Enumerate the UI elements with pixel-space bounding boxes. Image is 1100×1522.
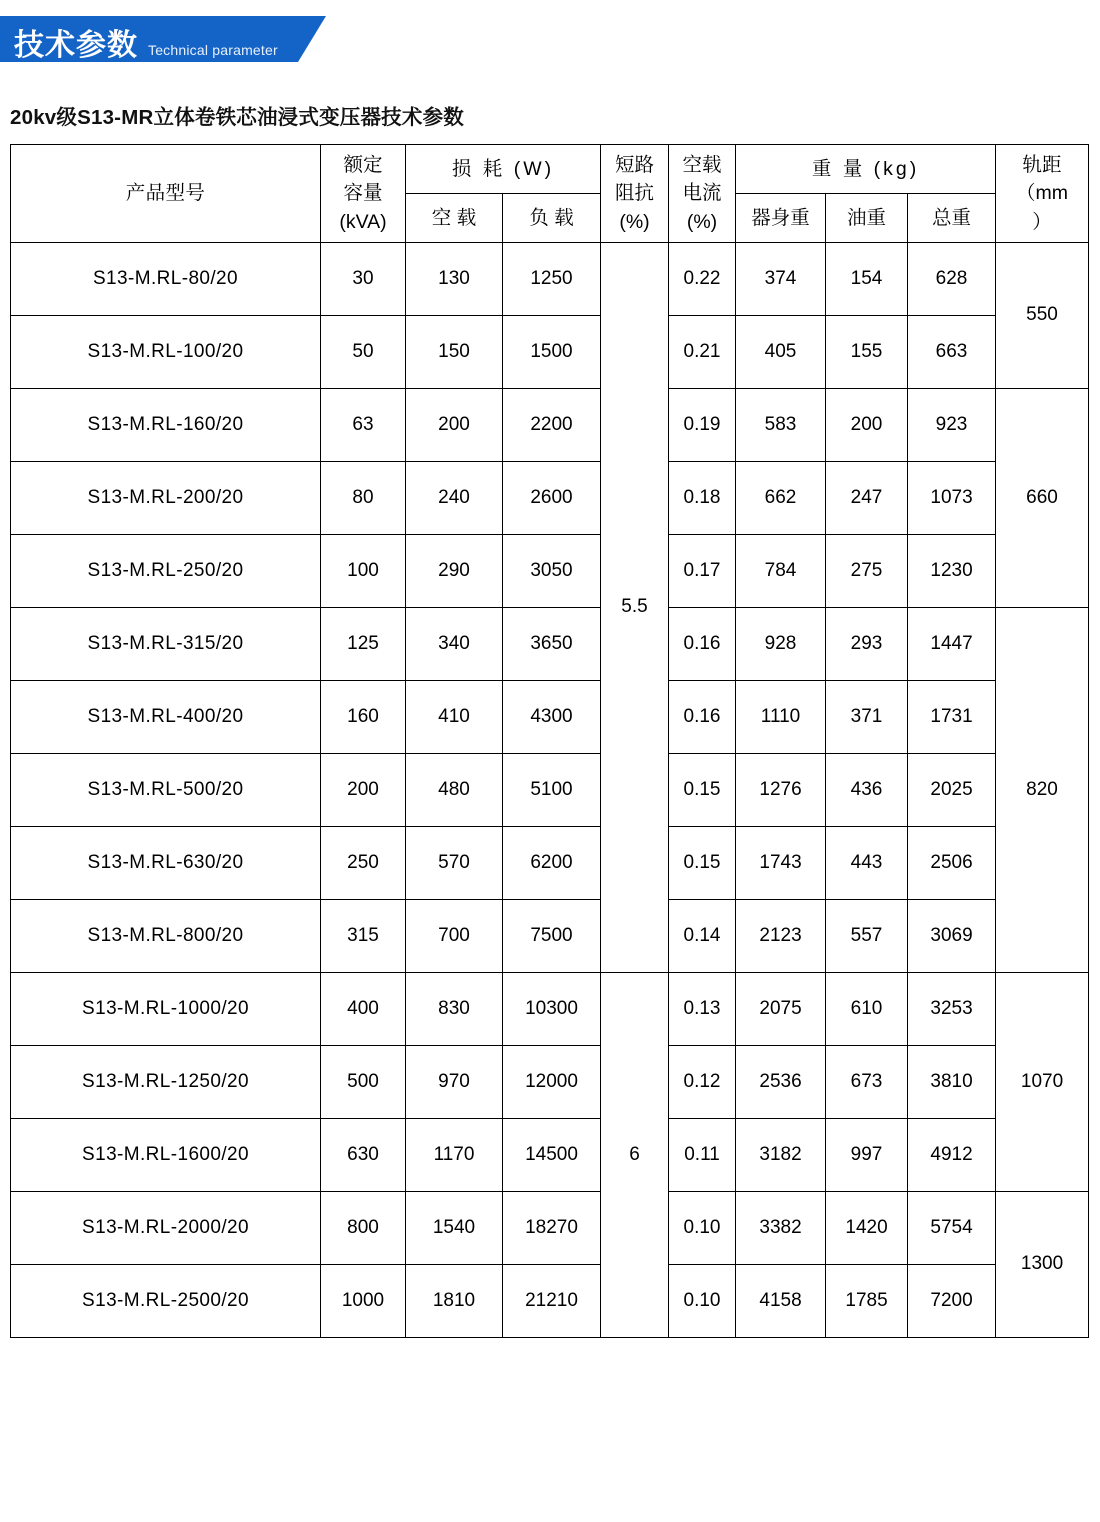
- cell-loss-load: 7500: [503, 899, 601, 972]
- cell-loss-load: 5100: [503, 753, 601, 826]
- cell-capacity: 500: [321, 1045, 406, 1118]
- header-loss-noload: 空 载: [406, 193, 503, 242]
- cell-capacity: 315: [321, 899, 406, 972]
- cell-weight-body: 1110: [736, 680, 826, 753]
- cell-weight-total: 4912: [908, 1118, 996, 1191]
- table-row: [11, 680, 1089, 753]
- cell-noload-current: 0.15: [669, 826, 736, 899]
- cell-gauge: 820: [996, 607, 1089, 972]
- cell-model: S13-M.RL-250/20: [11, 534, 321, 607]
- cell-model: S13-M.RL-1600/20: [11, 1118, 321, 1191]
- cell-noload-current: 0.16: [669, 680, 736, 753]
- cell-model: S13-M.RL-400/20: [11, 680, 321, 753]
- cell-gauge: 1300: [996, 1191, 1089, 1337]
- banner-title-en: Technical parameter: [148, 42, 278, 58]
- cell-capacity: 160: [321, 680, 406, 753]
- cell-weight-body: 2536: [736, 1045, 826, 1118]
- cell-weight-body: 2075: [736, 972, 826, 1045]
- cell-noload-current: 0.12: [669, 1045, 736, 1118]
- cell-capacity: 800: [321, 1191, 406, 1264]
- cell-weight-body: 405: [736, 315, 826, 388]
- cell-loss-noload: 1170: [406, 1118, 503, 1191]
- cell-noload-current: 0.10: [669, 1191, 736, 1264]
- cell-noload-current: 0.21: [669, 315, 736, 388]
- cell-model: S13-M.RL-1000/20: [11, 972, 321, 1045]
- table-row: [11, 753, 1089, 826]
- cell-loss-load: 1500: [503, 315, 601, 388]
- section-banner: [0, 16, 1100, 78]
- cell-loss-noload: 970: [406, 1045, 503, 1118]
- header-capacity-line2: 容量: [343, 182, 383, 205]
- cell-loss-load: 14500: [503, 1118, 601, 1191]
- document-page: [0, 16, 1100, 1522]
- header-gauge-line3: ）: [1032, 210, 1052, 233]
- table-row: [11, 899, 1089, 972]
- table-body: [11, 242, 1089, 1337]
- page-title: 20kv级S13-MR立体卷铁芯油浸式变压器技术参数: [10, 106, 464, 129]
- cell-noload-current: 0.15: [669, 753, 736, 826]
- header-weight-body: 器身重: [736, 193, 826, 242]
- cell-loss-load: 2600: [503, 461, 601, 534]
- cell-loss-noload: 1810: [406, 1264, 503, 1337]
- cell-weight-oil: 371: [826, 680, 908, 753]
- cell-weight-body: 583: [736, 388, 826, 461]
- table-row: [11, 461, 1089, 534]
- cell-noload-current: 0.13: [669, 972, 736, 1045]
- cell-weight-oil: 155: [826, 315, 908, 388]
- table-row: [11, 388, 1089, 461]
- cell-loss-noload: 700: [406, 899, 503, 972]
- cell-capacity: 250: [321, 826, 406, 899]
- cell-weight-oil: 610: [826, 972, 908, 1045]
- cell-weight-total: 3069: [908, 899, 996, 972]
- cell-weight-oil: 293: [826, 607, 908, 680]
- cell-weight-oil: 200: [826, 388, 908, 461]
- header-nocurrent-line3: (%): [686, 210, 718, 233]
- spec-table: [10, 144, 1089, 1338]
- cell-noload-current: 0.16: [669, 607, 736, 680]
- cell-noload-current: 0.10: [669, 1264, 736, 1337]
- cell-loss-load: 21210: [503, 1264, 601, 1337]
- cell-weight-body: 3382: [736, 1191, 826, 1264]
- cell-model: S13-M.RL-80/20: [11, 242, 321, 315]
- header-weight-oil: 油重: [826, 193, 908, 242]
- cell-weight-body: 374: [736, 242, 826, 315]
- cell-loss-noload: 1540: [406, 1191, 503, 1264]
- cell-model: S13-M.RL-200/20: [11, 461, 321, 534]
- cell-noload-current: 0.14: [669, 899, 736, 972]
- cell-gauge: 550: [996, 242, 1089, 388]
- cell-weight-body: 2123: [736, 899, 826, 972]
- cell-loss-load: 3650: [503, 607, 601, 680]
- cell-loss-noload: 340: [406, 607, 503, 680]
- header-impedance-line3: (%): [619, 210, 650, 233]
- cell-loss-load: 6200: [503, 826, 601, 899]
- table-header: [11, 145, 1089, 243]
- cell-weight-oil: 443: [826, 826, 908, 899]
- cell-capacity: 50: [321, 315, 406, 388]
- cell-weight-total: 1731: [908, 680, 996, 753]
- cell-noload-current: 0.17: [669, 534, 736, 607]
- cell-capacity: 125: [321, 607, 406, 680]
- header-impedance-line1: 短路: [615, 154, 655, 176]
- table-row: [11, 607, 1089, 680]
- header-model: 产品型号: [11, 145, 321, 243]
- cell-capacity: 80: [321, 461, 406, 534]
- cell-loss-noload: 480: [406, 753, 503, 826]
- cell-weight-oil: 275: [826, 534, 908, 607]
- cell-model: S13-M.RL-1250/20: [11, 1045, 321, 1118]
- cell-capacity: 400: [321, 972, 406, 1045]
- cell-model: S13-M.RL-800/20: [11, 899, 321, 972]
- cell-loss-noload: 150: [406, 315, 503, 388]
- header-loss-load: 负 载: [503, 193, 601, 242]
- cell-loss-load: 10300: [503, 972, 601, 1045]
- cell-weight-total: 7200: [908, 1264, 996, 1337]
- banner-text-group: [14, 20, 278, 64]
- cell-loss-noload: 200: [406, 388, 503, 461]
- cell-loss-noload: 830: [406, 972, 503, 1045]
- cell-weight-total: 663: [908, 315, 996, 388]
- cell-capacity: 200: [321, 753, 406, 826]
- cell-weight-oil: 673: [826, 1045, 908, 1118]
- cell-impedance: 5.5: [601, 242, 669, 972]
- cell-weight-body: 784: [736, 534, 826, 607]
- table-row: [11, 315, 1089, 388]
- header-weight-group: 重 量 (kg): [736, 145, 996, 194]
- cell-weight-body: 928: [736, 607, 826, 680]
- cell-loss-noload: 290: [406, 534, 503, 607]
- header-noload-current: [669, 145, 736, 243]
- cell-weight-oil: 997: [826, 1118, 908, 1191]
- table-row: [11, 1045, 1089, 1118]
- cell-model: S13-M.RL-100/20: [11, 315, 321, 388]
- cell-loss-noload: 240: [406, 461, 503, 534]
- cell-weight-oil: 557: [826, 899, 908, 972]
- cell-noload-current: 0.22: [669, 242, 736, 315]
- header-gauge: [996, 145, 1089, 243]
- cell-weight-body: 4158: [736, 1264, 826, 1337]
- cell-gauge: 1070: [996, 972, 1089, 1191]
- cell-weight-total: 2506: [908, 826, 996, 899]
- cell-impedance: 6: [601, 972, 669, 1337]
- table-row: [11, 972, 1089, 1045]
- cell-weight-total: 923: [908, 388, 996, 461]
- cell-model: S13-M.RL-315/20: [11, 607, 321, 680]
- cell-weight-body: 1276: [736, 753, 826, 826]
- header-gauge-line1: 轨距: [1022, 154, 1062, 176]
- cell-weight-total: 1073: [908, 461, 996, 534]
- cell-model: S13-M.RL-2000/20: [11, 1191, 321, 1264]
- cell-loss-load: 3050: [503, 534, 601, 607]
- cell-loss-load: 4300: [503, 680, 601, 753]
- header-nocurrent-line1: 空载: [682, 154, 722, 176]
- cell-weight-body: 1743: [736, 826, 826, 899]
- cell-weight-total: 1447: [908, 607, 996, 680]
- cell-weight-total: 628: [908, 242, 996, 315]
- cell-weight-total: 1230: [908, 534, 996, 607]
- cell-weight-total: 3810: [908, 1045, 996, 1118]
- cell-weight-oil: 247: [826, 461, 908, 534]
- cell-noload-current: 0.19: [669, 388, 736, 461]
- cell-weight-body: 3182: [736, 1118, 826, 1191]
- table-row: [11, 826, 1089, 899]
- header-weight-total: 总重: [908, 193, 996, 242]
- cell-weight-body: 662: [736, 461, 826, 534]
- cell-weight-oil: 154: [826, 242, 908, 315]
- cell-capacity: 63: [321, 388, 406, 461]
- cell-weight-total: 3253: [908, 972, 996, 1045]
- cell-capacity: 30: [321, 242, 406, 315]
- table-row: [11, 1264, 1089, 1337]
- header-nocurrent-line2: 电流: [682, 182, 722, 205]
- cell-noload-current: 0.18: [669, 461, 736, 534]
- cell-loss-load: 2200: [503, 388, 601, 461]
- cell-weight-oil: 1420: [826, 1191, 908, 1264]
- table-row: [11, 534, 1089, 607]
- cell-weight-oil: 1785: [826, 1264, 908, 1337]
- cell-model: S13-M.RL-160/20: [11, 388, 321, 461]
- cell-weight-oil: 436: [826, 753, 908, 826]
- table-row: [11, 1191, 1089, 1264]
- table-row: [11, 242, 1089, 315]
- cell-weight-total: 5754: [908, 1191, 996, 1264]
- header-impedance: [601, 145, 669, 243]
- table-header-row-1: [11, 145, 1089, 194]
- header-impedance-line2: 阻抗: [615, 182, 655, 205]
- cell-loss-load: 1250: [503, 242, 601, 315]
- cell-noload-current: 0.11: [669, 1118, 736, 1191]
- cell-loss-noload: 410: [406, 680, 503, 753]
- cell-loss-load: 18270: [503, 1191, 601, 1264]
- spec-table-wrapper: [0, 144, 1100, 1368]
- cell-loss-noload: 570: [406, 826, 503, 899]
- cell-weight-total: 2025: [908, 753, 996, 826]
- cell-gauge: 660: [996, 388, 1089, 607]
- header-gauge-line2: （mm: [1016, 182, 1069, 205]
- cell-loss-noload: 130: [406, 242, 503, 315]
- cell-capacity: 1000: [321, 1264, 406, 1337]
- cell-capacity: 100: [321, 534, 406, 607]
- cell-model: S13-M.RL-630/20: [11, 826, 321, 899]
- cell-loss-load: 12000: [503, 1045, 601, 1118]
- table-row: [11, 1118, 1089, 1191]
- cell-model: S13-M.RL-2500/20: [11, 1264, 321, 1337]
- cell-capacity: 630: [321, 1118, 406, 1191]
- header-capacity: [321, 145, 406, 243]
- header-loss-group: 损 耗 (W): [406, 145, 601, 194]
- banner-title-cn: 技术参数: [14, 29, 138, 62]
- header-capacity-line1: 额定: [343, 154, 383, 176]
- header-capacity-line3: (kVA): [339, 210, 387, 233]
- cell-model: S13-M.RL-500/20: [11, 753, 321, 826]
